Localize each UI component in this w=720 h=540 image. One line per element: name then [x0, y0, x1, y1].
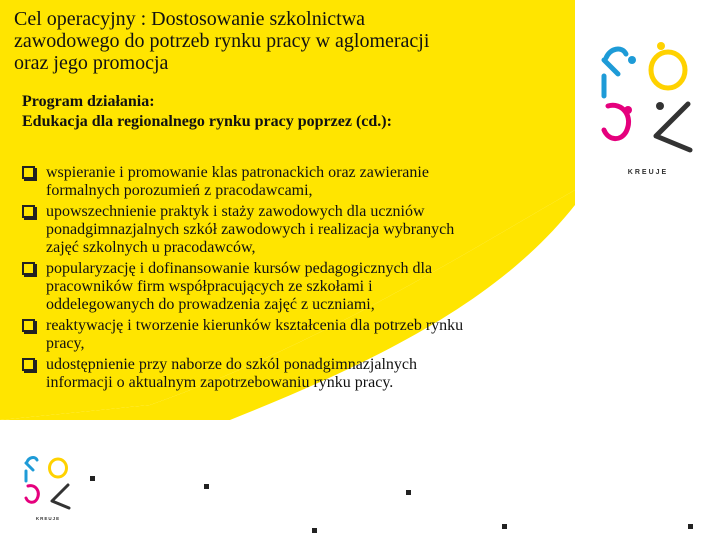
decorative-dot: [688, 524, 693, 529]
checkbox-bullet-icon: [22, 319, 35, 332]
logo-caption-small: KREUJE: [35, 516, 61, 521]
bullet-item-3: popularyzację i dofinansowanie kursów pedagogicznych dla pracowników firm współpracujących ze szkołami i oddelegowanych do prowadzenia zajęć z uczniami,: [22, 260, 572, 314]
program-line-2: Edukacja dla regionalnego rynku pracy poprzez (cd.):: [22, 113, 392, 130]
decorative-dot: [90, 476, 95, 481]
checkbox-bullet-icon: [22, 358, 35, 371]
program-heading: [22, 92, 562, 132]
bullet-item-5: udostępnienie przy naborze do szkól ponadgimnazjalnych informacji o aktualnym zapotrzebowaniu rynku pracy.: [22, 356, 572, 392]
title-line-1: Cel operacyjny : Dostosowanie szkolnictwa: [14, 8, 366, 30]
program-line-1: Program działania:: [22, 93, 155, 110]
decorative-dot: [312, 528, 317, 533]
decorative-dot: [502, 524, 507, 529]
checkbox-bullet-icon: [22, 262, 35, 275]
kreuje-logo-small: [22, 452, 74, 524]
title-line-2: zawodowego do potrzeb rynku pracy w aglomeracji: [14, 30, 430, 52]
logo-caption: KREUJE: [627, 169, 669, 176]
decorative-dot: [406, 490, 411, 495]
bullet-list: [22, 164, 572, 395]
checkbox-bullet-icon: [22, 166, 35, 179]
slide-title: [14, 8, 574, 74]
checkbox-bullet-icon: [22, 205, 35, 218]
bullet-item-1: wspieranie i promowanie klas patronackich oraz zawieranie formalnych porozumień z pracodawcami,: [22, 164, 572, 200]
bullet-item-4: reaktywację i tworzenie kierunków kształcenia dla potrzeb rynku pracy,: [22, 317, 572, 353]
decorative-dot: [204, 484, 209, 489]
bullet-item-2: upowszechnienie praktyk i staży zawodowych dla uczniów ponadgimnazjalnych szkół zawodowych i realizacja wybranych zajęć szkolnych u pracodawców,: [22, 203, 572, 257]
kreuje-logo: [596, 40, 700, 180]
title-line-3: oraz jego promocja: [14, 52, 169, 74]
